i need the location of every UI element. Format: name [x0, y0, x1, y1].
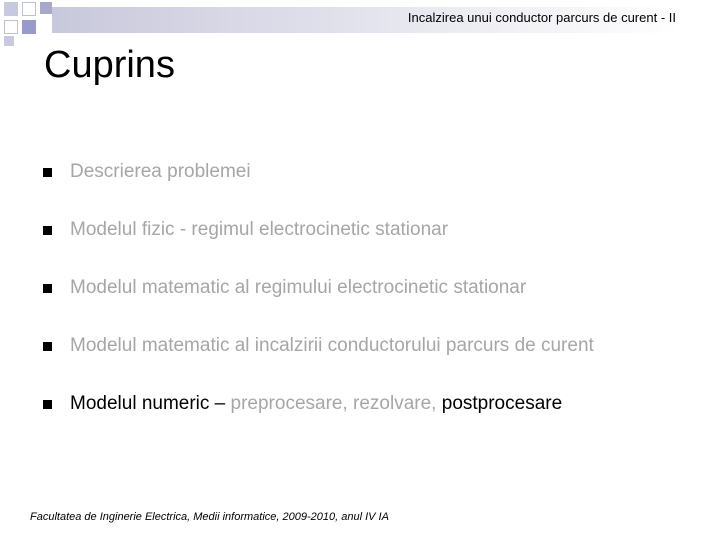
bullet-square-icon — [43, 284, 52, 293]
bullet-item — [40, 326, 700, 384]
bullet-text-part1: Modelul numeric – — [70, 393, 231, 414]
corner-decoration — [0, 0, 60, 50]
bullet-text: Modelul fizic - regimul electrocinetic stationar — [70, 219, 449, 240]
bullet-item — [40, 210, 700, 268]
bullet-item — [40, 268, 700, 326]
bullet-item — [40, 152, 700, 210]
bullet-text-part3: postprocesare — [441, 393, 563, 414]
bullet-square-icon — [43, 400, 52, 409]
bullet-square-icon — [43, 168, 52, 177]
slide-title: Cuprins — [44, 44, 175, 86]
bullet-text: Modelul matematic al incalzirii conductorului parcurs de curent — [70, 335, 594, 356]
bullet-item — [40, 384, 700, 442]
footer-text: Facultatea de Inginerie Electrica, Medii informatice, 2009-2010, anul IV IA — [30, 511, 389, 523]
bullet-text: Descrierea problemei — [70, 161, 251, 182]
bullet-text-part2: preprocesare, rezolvare, — [230, 393, 442, 414]
bullet-square-icon — [43, 226, 52, 235]
header-title: Incalzirea unui conductor parcurs de curent - II — [407, 10, 676, 25]
bullet-text: Modelul matematic al regimului electrocinetic stationar — [70, 277, 527, 298]
bullet-square-icon — [43, 342, 52, 351]
bullet-list — [40, 152, 700, 442]
